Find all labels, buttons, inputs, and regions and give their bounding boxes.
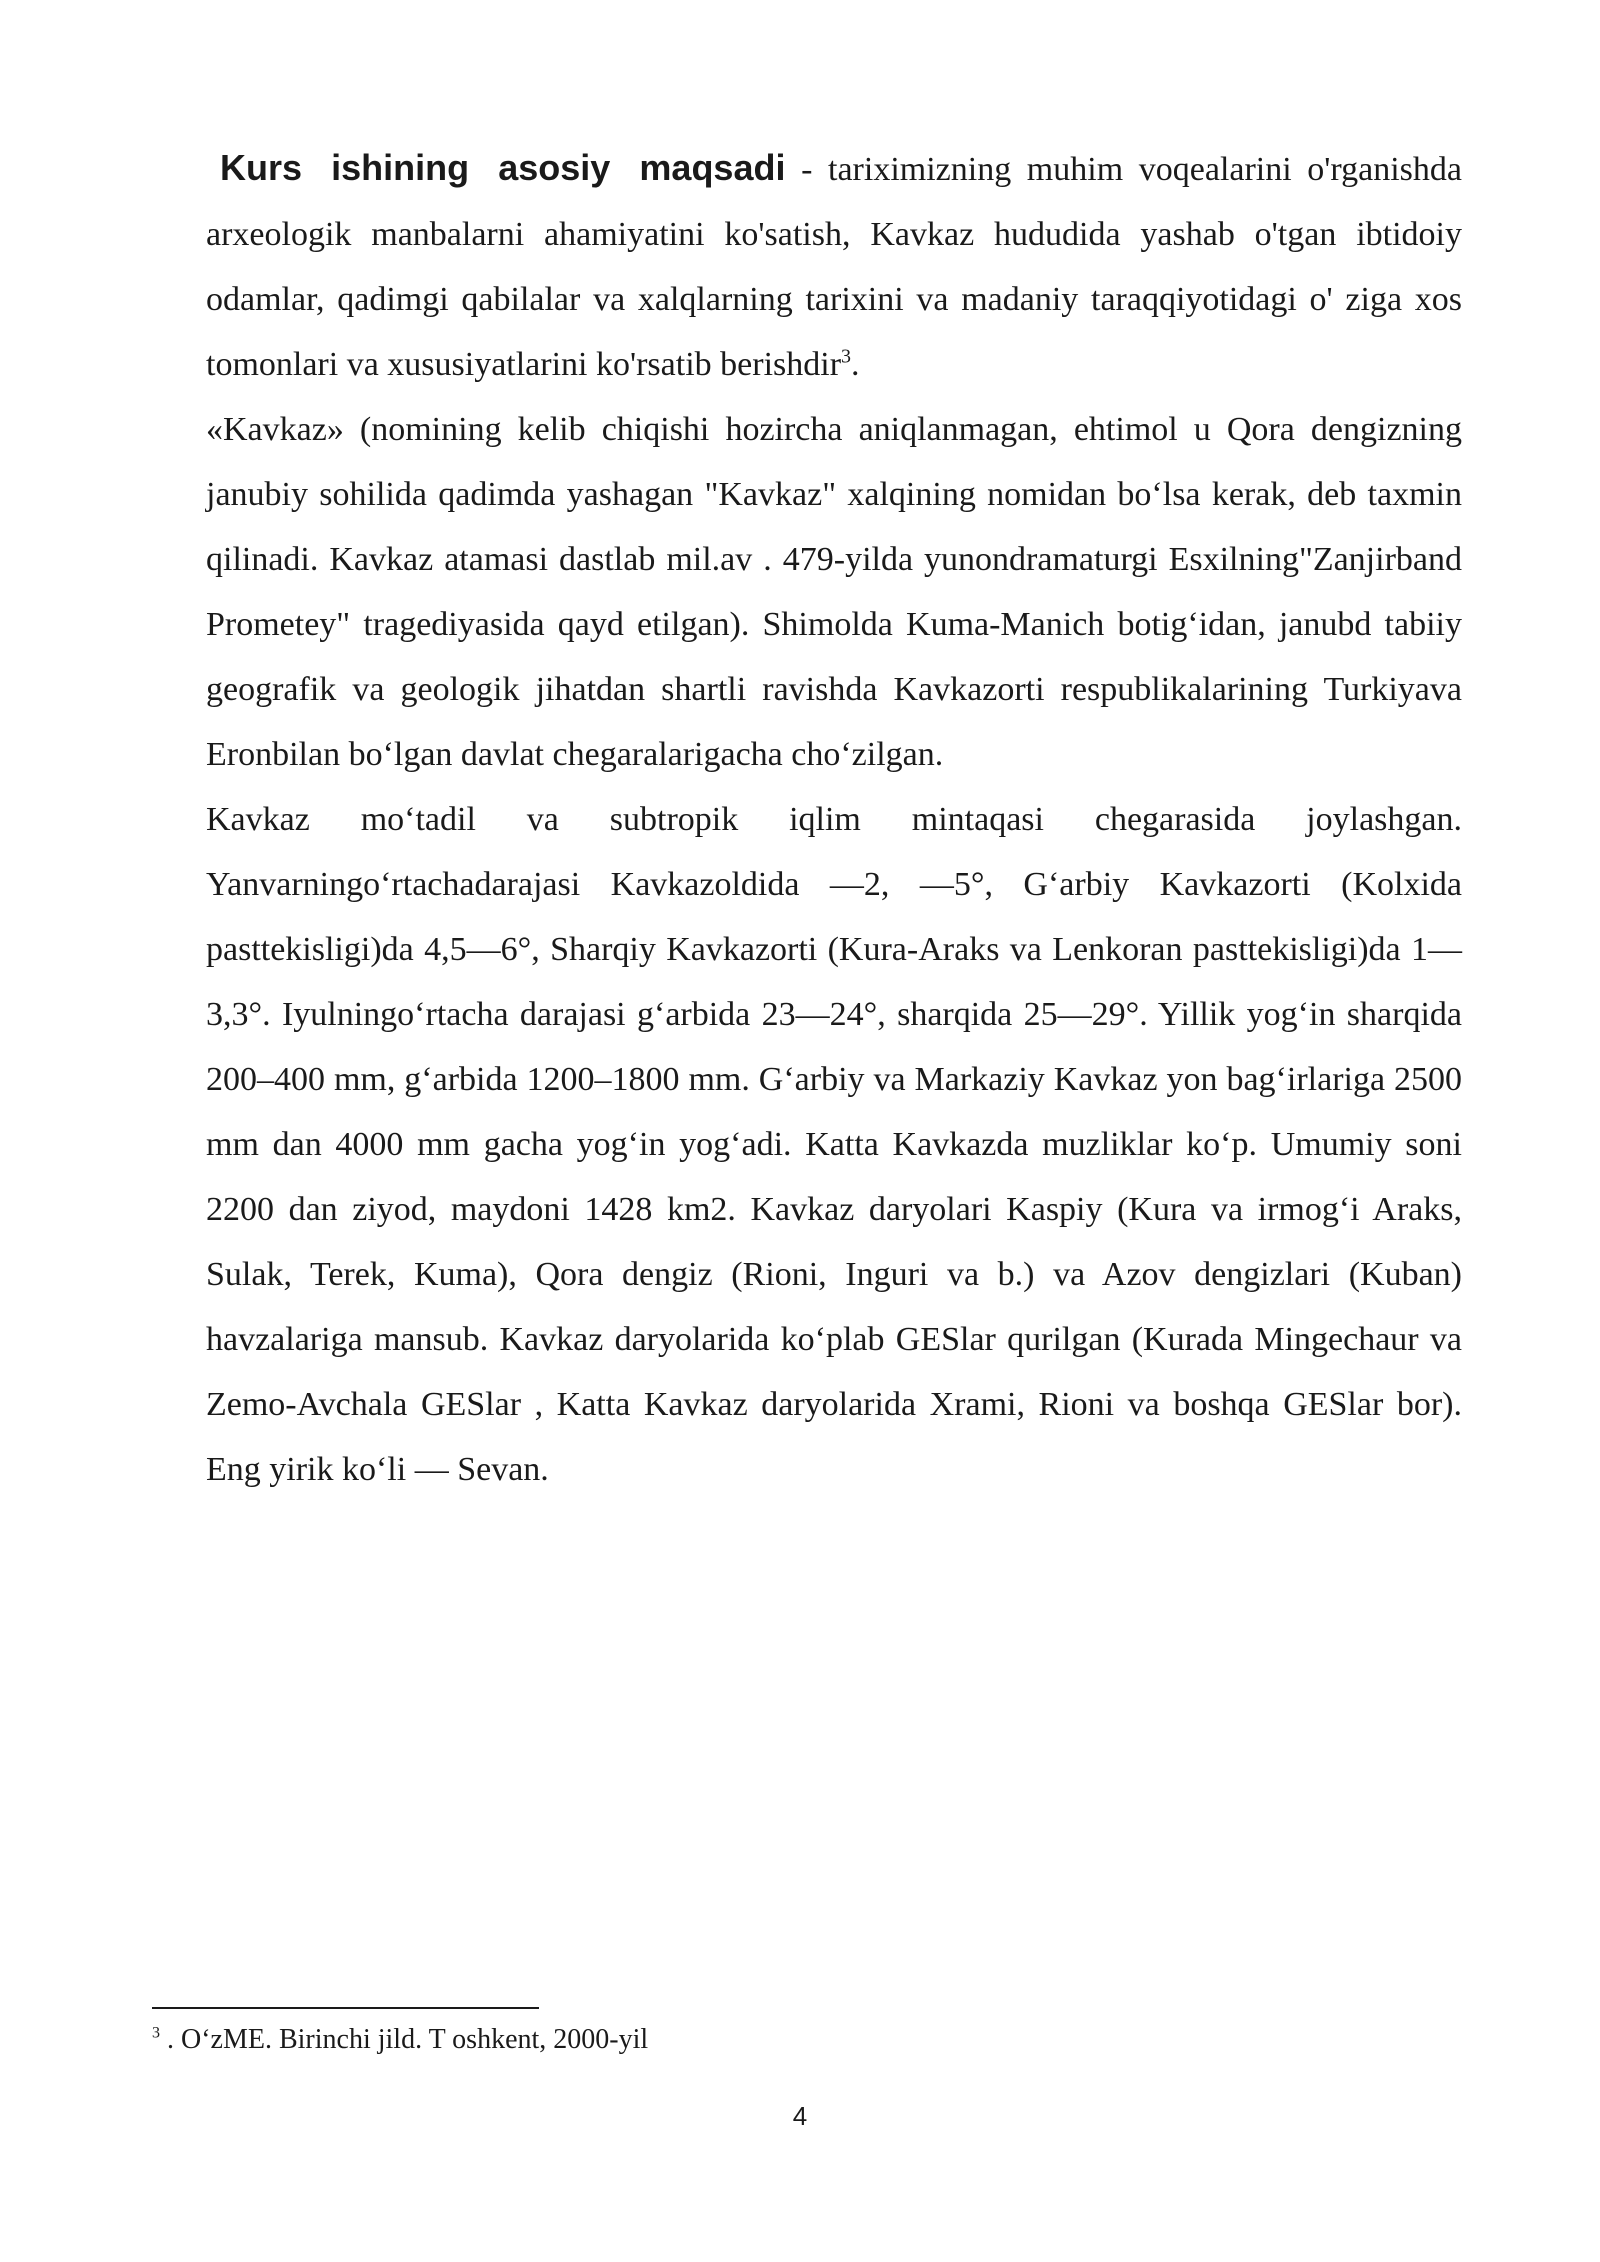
paragraph-1-end: . xyxy=(851,346,860,383)
paragraph-2: «Kavkaz» (nomining kelib chiqishi hozircha aniqlanmagan, ehtimol u Qora dengizning janubiy sohilida qadimda yashagan "Kavkaz" xalqining nomidan bo‘lsa kerak, deb taxmin qilinadi. Kavkaz atamasi dastlab mil.av . 479-yilda yunondramaturgi Esxilning"Zanjirband Prometey" tragediyasida qayd etilgan). Shimolda Kuma-Manich botig‘idan, janubd tabiiy geografik va geologik jihatdan shartli ravishda Kavkazorti respublikalarining Turkiyava Eronbilan bo‘lgan davlat chegaralarigacha cho‘zilgan. xyxy=(206,411,1462,773)
paragraph-1-text: - tariximizning muhim voqealarini o'rganishda arxeologik manbalarni ahamiyatini ko'satish, Kavkaz hududida yashab o'tgan ibtidoiy odamlar, qadimgi qabilalar va xalqlarning tarixini va madaniy taraqqiyotidagi o' ziga xos tomonlari va xususiyatlarini ko'rsatib berishdir xyxy=(206,151,1462,383)
footnote-reference[interactable]: 3 xyxy=(841,345,852,368)
paragraph-1-lead: Kurs ishining asosiy maqsadi xyxy=(220,147,786,188)
paragraph-1 xyxy=(206,135,1462,397)
footnote-separator xyxy=(152,2007,539,2009)
paragraph-3: Kavkaz mo‘tadil va subtropik iqlim mintaqasi chegarasida joylashgan. Yanvarningo‘rtachadarajasi Kavkazoldida —2, —5°, G‘arbiy Kavkazorti (Kolxida pasttekisligi)da 4,5—6°, Sharqiy Kavkazorti (Kura-Araks va Lenkoran pasttekisligi)da 1—3,3°. Iyulningo‘rtacha darajasi g‘arbida 23—24°, sharqida 25—29°. Yillik yog‘in sharqida 200–400 mm, g‘arbida 1200–1800 mm. G‘arbiy va Markaziy Kavkaz yon bag‘irlariga 2500 mm dan 4000 mm gacha yog‘in yog‘adi. Katta Kavkazda muzliklar ko‘p. Umumiy soni 2200 dan ziyod, maydoni 1428 km2. Kavkaz daryolari Kaspiy (Kura va irmog‘i Araks, Sulak, Terek, Kuma), Qora dengiz (Rioni, Inguri va b.) va Azov dengizlari (Kuban) havzalariga mansub. Kavkaz daryolarida ko‘plab GESlar qurilgan (Kurada Mingechaur va Zemo-Avchala GESlar , Katta Kavkaz daryolarida Xrami, Rioni va boshqa GESlar bor). Eng yirik ko‘li — Sevan. xyxy=(206,801,1462,1488)
body-text xyxy=(206,135,1462,1502)
footnote-text: . O‘zME. Birinchi jild. T oshkent, 2000-yil xyxy=(160,2024,649,2055)
page-number: 4 xyxy=(792,2101,808,2131)
footnote xyxy=(152,2022,1152,2058)
footnote-number: 3 xyxy=(152,2024,160,2042)
